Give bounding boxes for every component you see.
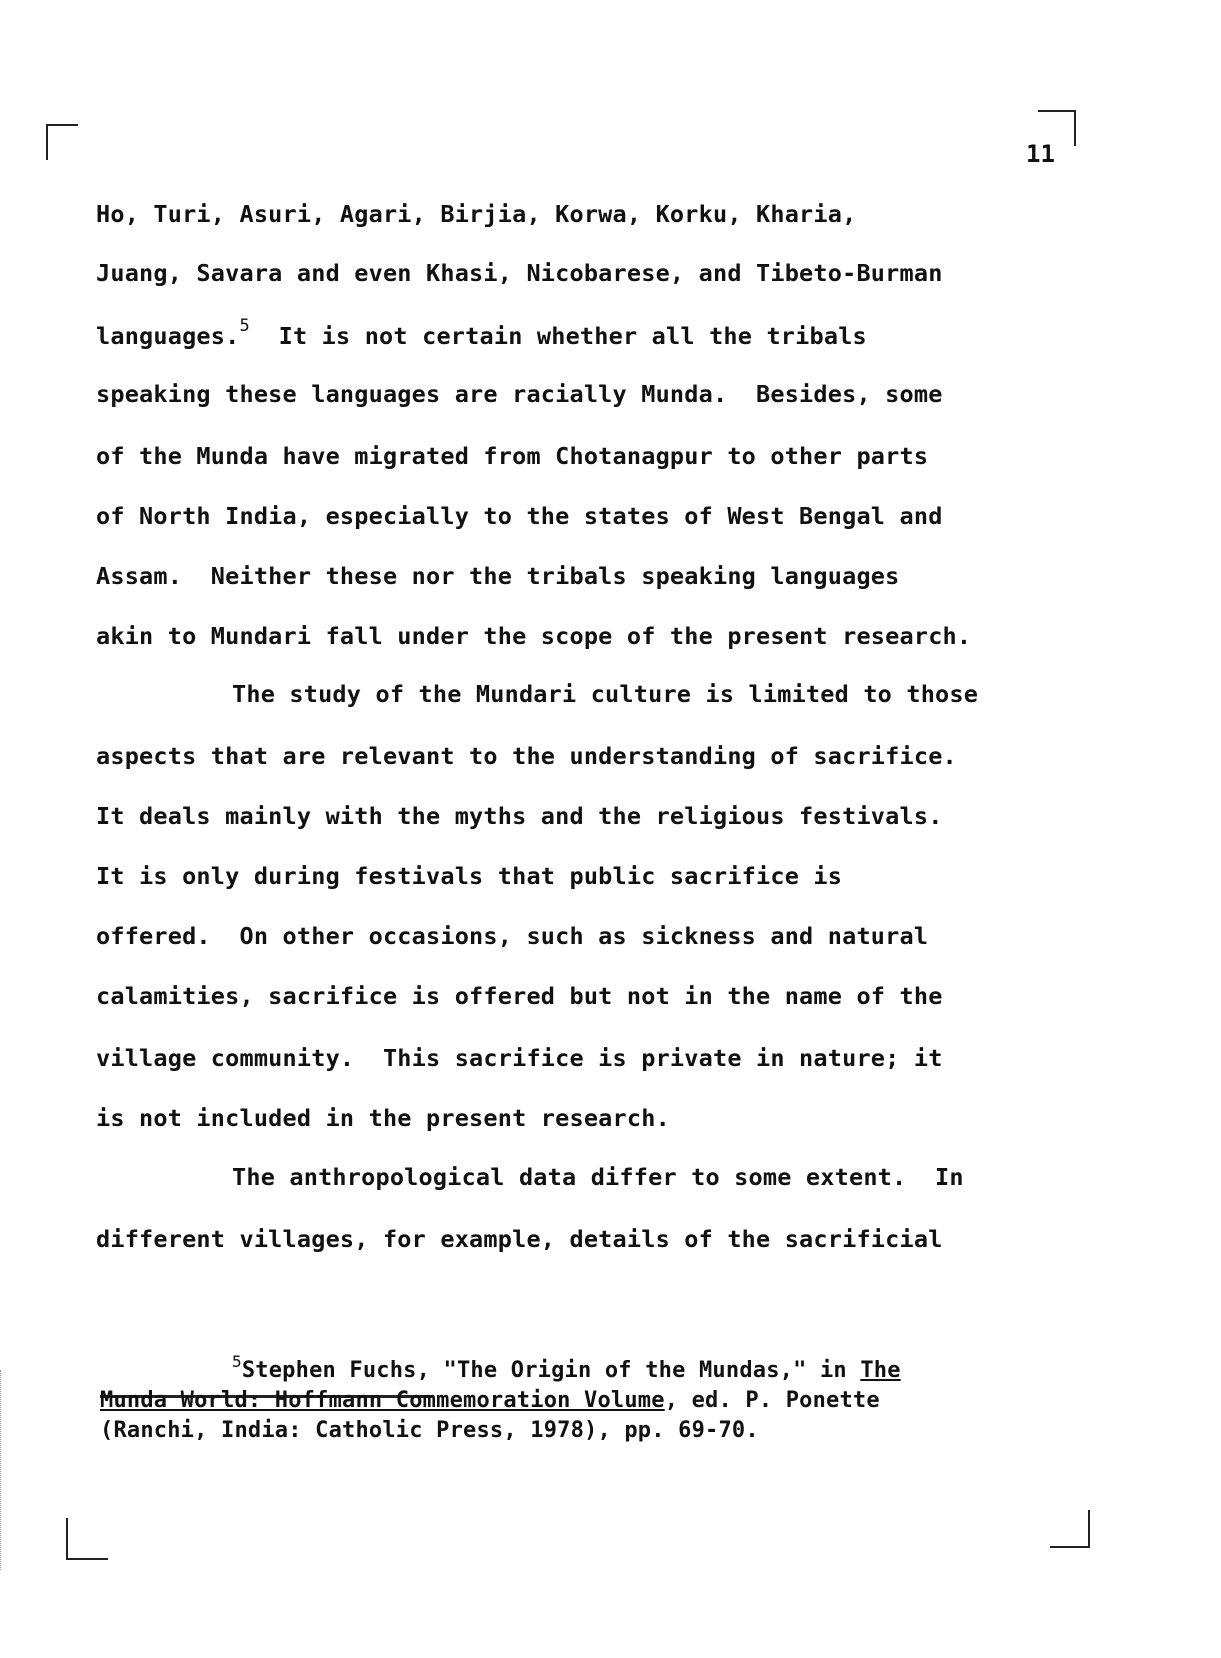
crop-mark-top-left: [46, 124, 78, 160]
body-line: is not included in the present research.: [96, 1104, 670, 1132]
paragraph-start-line: The anthropological data differ to some extent. In: [232, 1163, 964, 1191]
footnote-line: [232, 1352, 901, 1383]
margin-scan-noise: [0, 1370, 9, 1570]
body-line-text: It is not certain whether all the tribals: [278, 321, 867, 350]
body-line: aspects that are relevant to the understanding of sacrifice.: [96, 742, 957, 770]
crop-mark-bottom-left: [66, 1518, 108, 1560]
body-line: of North India, especially to the states of West Bengal and: [96, 502, 943, 530]
footnote-marker: 5: [232, 1352, 242, 1371]
body-line: speaking these languages are racially Munda. Besides, some: [96, 380, 943, 408]
footnote-text: Stephen Fuchs, "The Origin of the Mundas," in: [241, 1358, 861, 1383]
body-line: calamities, sacrifice is offered but not in the name of the: [96, 982, 943, 1010]
body-line: Juang, Savara and even Khasi, Nicobarese, and Tibeto-Burman: [96, 259, 943, 287]
body-line: It deals mainly with the myths and the religious festivals.: [96, 802, 943, 830]
body-line: offered. On other occasions, such as sickness and natural: [96, 922, 929, 950]
body-line-text: languages.: [96, 321, 240, 350]
footnote-title: Munda World: Hoffmann Commemoration Volume: [100, 1388, 665, 1413]
body-line: akin to Mundari fall under the scope of the present research.: [96, 622, 972, 650]
body-line: village community. This sacrifice is private in nature; it: [96, 1044, 943, 1072]
body-line: different villages, for example, details of the sacrificial: [96, 1225, 943, 1253]
page-number: 11: [1026, 140, 1055, 168]
footnote-reference: 5: [239, 316, 250, 336]
footnote-line: [100, 1388, 880, 1413]
body-line: [96, 316, 867, 350]
body-line: Ho, Turi, Asuri, Agari, Birjia, Korwa, Korku, Kharia,: [96, 200, 857, 228]
footnote-text: , ed. P. Ponette: [664, 1388, 880, 1413]
footnote-line: (Ranchi, India: Catholic Press, 1978), pp. 69-70.: [100, 1418, 759, 1443]
paragraph-start-line: The study of the Mundari culture is limited to those: [232, 680, 979, 708]
crop-mark-bottom-right: [1050, 1510, 1090, 1548]
body-line: Assam. Neither these nor the tribals speaking languages: [96, 562, 900, 590]
body-line: of the Munda have migrated from Chotanagpur to other parts: [96, 442, 929, 470]
body-line: It is only during festivals that public sacrifice is: [96, 862, 843, 890]
footnote-title: The: [860, 1358, 901, 1383]
